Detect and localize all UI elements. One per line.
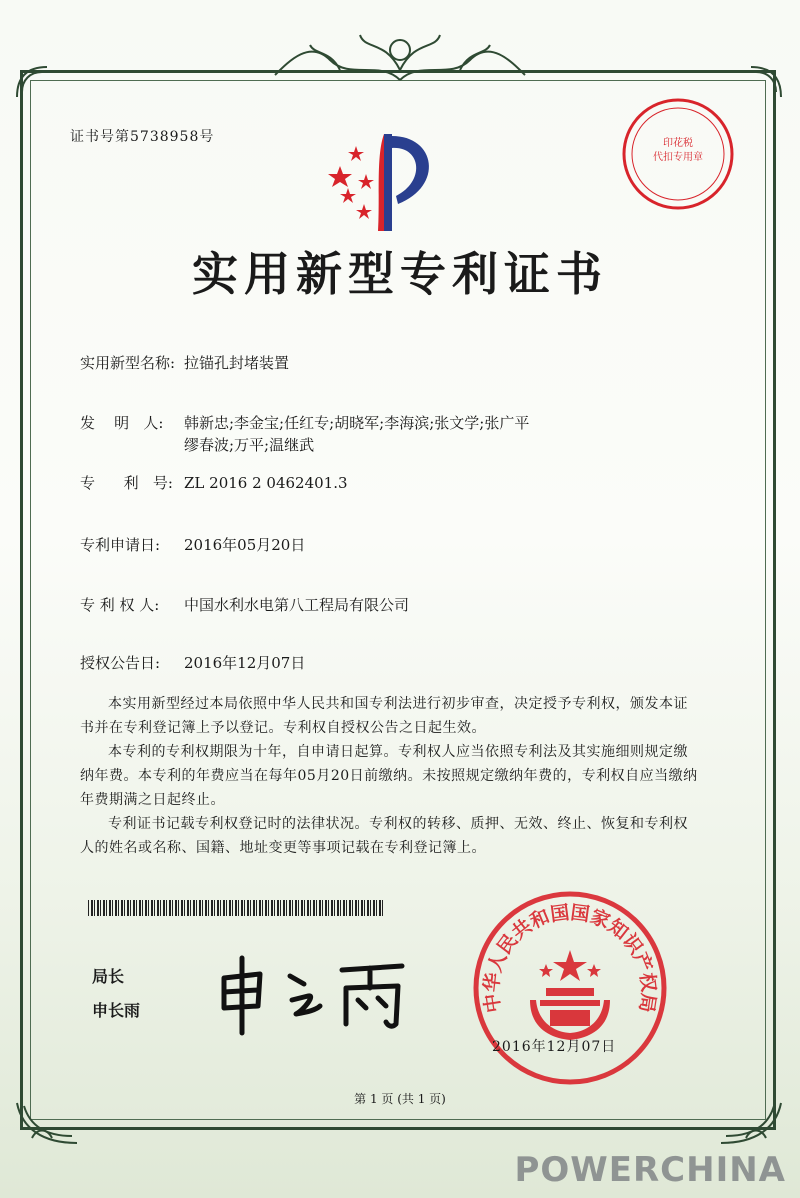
certificate-body	[80, 692, 700, 860]
certificate-number: 证书号第5738958号	[70, 129, 215, 145]
field-value: 韩新忠;李金宝;任红专;胡晓军;李海滨;张文学;张广平	[184, 414, 530, 432]
patent-office-logo	[326, 126, 446, 236]
corner-ornament-top-right	[746, 62, 786, 102]
field-value: 2016年05月20日	[184, 536, 306, 554]
certificate-title: 实用新型专利证书	[192, 247, 608, 301]
field-value: 中国水利水电第八工程局有限公司	[184, 596, 410, 614]
field-value-group	[184, 412, 529, 456]
body-paragraph: 本实用新型经过本局依照中华人民共和国专利法进行初步审查，决定授予专利权，颁发本证书并在专利登记簿上予以登记。专利权自授权公告之日起生效。	[80, 696, 688, 736]
field-label: 专利申请日:	[80, 536, 161, 554]
field-value: 拉锚孔封堵装置	[184, 354, 290, 372]
field-grant-date	[80, 652, 305, 674]
field-label: 专 利 号:	[80, 474, 173, 492]
field-utility-name	[80, 352, 289, 374]
field-value-line2: 缪春波;万平;温继武	[184, 436, 315, 454]
top-ornament	[270, 20, 530, 90]
director-name: 申长雨	[92, 1001, 141, 1020]
watermark-logo: POWERCHINA	[514, 1150, 786, 1190]
corner-ornament-top-left	[12, 62, 52, 102]
barcode	[88, 900, 384, 916]
tax-seal	[618, 94, 738, 214]
issue-date: 2016年12月07日	[492, 1039, 617, 1055]
page-number: 第 1 页 (共 1 页)	[354, 1092, 446, 1106]
svg-text:印花税: 印花税	[663, 138, 693, 149]
director-title: 局长	[92, 967, 125, 986]
director-signature	[212, 948, 412, 1038]
field-application-date	[80, 534, 305, 556]
field-inventors	[80, 412, 529, 456]
official-seal	[470, 888, 670, 1088]
field-patent-number	[80, 472, 348, 494]
body-paragraph: 本专利的专利权期限为十年，自申请日起算。专利权人应当依照专利法及其实施细则规定缴纳年费。本专利的年费应当在每年05月20日前缴纳。未按照规定缴纳年费的，专利权自应当缴纳年费期满之日起终止。	[80, 744, 698, 808]
field-value: 2016年12月07日	[184, 654, 306, 672]
field-label: 发 明 人:	[80, 414, 164, 432]
field-label: 专 利 权 人:	[80, 596, 160, 614]
body-paragraph: 专利证书记载专利权登记时的法律状况。专利权的转移、质押、无效、终止、恢复和专利权人的姓名或名称、国籍、地址变更等事项记载在专利登记簿上。	[80, 816, 688, 856]
field-label: 授权公告日:	[80, 654, 161, 672]
field-value: ZL 2016 2 0462401.3	[184, 474, 348, 492]
field-patentee	[80, 594, 409, 616]
svg-text:代扣专用章: 代扣专用章	[653, 152, 703, 163]
seal-text: 中华人民共和国国家知识产权局	[480, 901, 660, 1015]
field-label: 实用新型名称:	[80, 354, 176, 372]
